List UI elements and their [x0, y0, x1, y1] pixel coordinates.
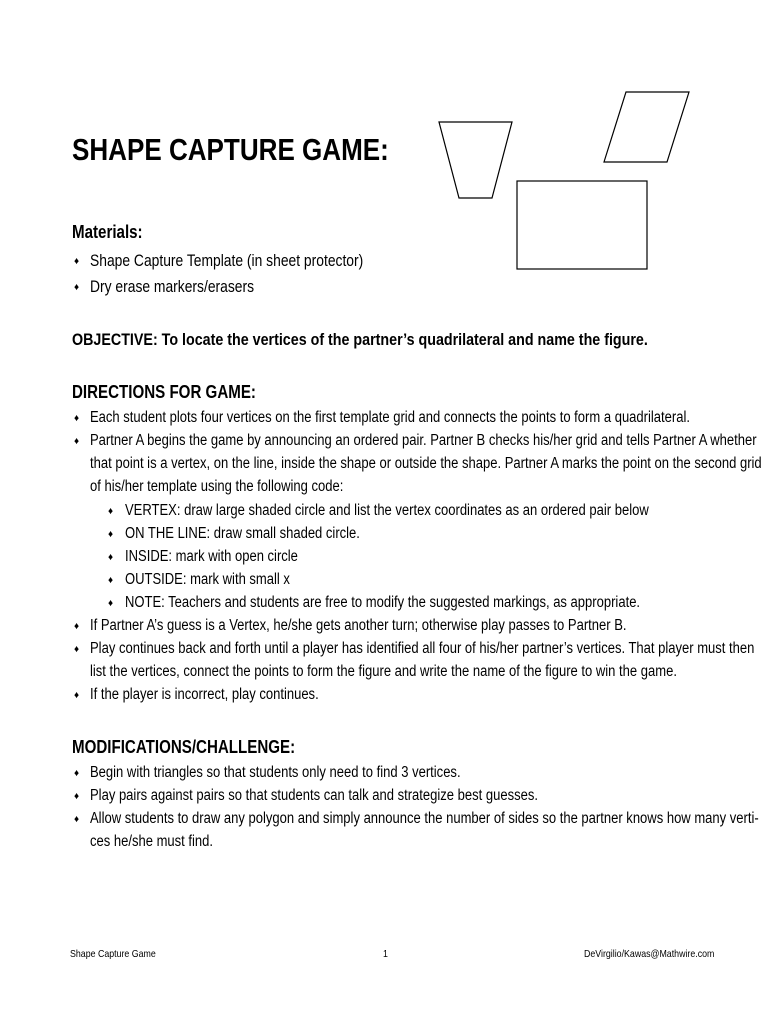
code-item-note: NOTE: Teachers and students are free to modify the suggested markings, as appropriate. — [125, 594, 641, 611]
bullet-icon: ♦ — [74, 768, 80, 779]
materials-heading: Materials: — [72, 222, 143, 242]
page-number: 1 — [383, 948, 388, 960]
directions-item-continued: that point is a vertex, on the line, inside the shape or outside the shape. Partner A marks the point on the second grid — [90, 455, 762, 472]
directions-item-continued: of his/her template using the following code: — [90, 478, 344, 495]
code-item-vertex: VERTEX: draw large shaded circle and list the vertex coordinates as an ordered pair below — [125, 502, 649, 519]
trapezoid-shape — [439, 122, 512, 198]
bullet-icon: ♦ — [74, 413, 80, 424]
bullet-icon: ♦ — [74, 282, 80, 293]
footer-left: Shape Capture Game — [70, 948, 156, 960]
objective-text: OBJECTIVE: To locate the vertices of the partner’s quadrilateral and name the figure. — [72, 330, 648, 349]
code-item-inside: INSIDE: mark with open circle — [125, 548, 298, 565]
bullet-icon: ♦ — [108, 598, 114, 609]
directions-heading: DIRECTIONS FOR GAME: — [72, 382, 256, 402]
directions-item: If Partner A’s guess is a Vertex, he/she gets another turn; otherwise play passes to Partner B. — [90, 617, 627, 634]
modifications-item: Allow students to draw any polygon and simply announce the number of sides so the partner knows how many verti- — [90, 810, 759, 827]
rectangle-shape — [517, 181, 647, 269]
materials-item: Shape Capture Template (in sheet protector) — [90, 252, 364, 270]
code-item-outside: OUTSIDE: mark with small x — [125, 571, 290, 588]
bullet-icon: ♦ — [74, 436, 80, 447]
directions-item: If the player is incorrect, play continues. — [90, 686, 319, 703]
bullet-icon: ♦ — [108, 575, 114, 586]
bullet-icon: ♦ — [74, 256, 80, 267]
bullet-icon: ♦ — [108, 506, 114, 517]
materials-item: Dry erase markers/erasers — [90, 278, 255, 296]
modifications-item-continued: ces he/she must find. — [90, 833, 214, 850]
bullet-icon: ♦ — [74, 814, 80, 825]
directions-item: Each student plots four vertices on the first template grid and connects the points to form a quadrilateral. — [90, 409, 690, 426]
code-item-on-line: ON THE LINE: draw small shaded circle. — [125, 525, 360, 542]
bullet-icon: ♦ — [108, 552, 114, 563]
modifications-heading: MODIFICATIONS/CHALLENGE: — [72, 737, 296, 757]
modifications-item: Begin with triangles so that students only need to find 3 vertices. — [90, 764, 461, 781]
bullet-icon: ♦ — [108, 529, 114, 540]
directions-item-continued: list the vertices, connect the points to form the figure and write the name of the figure to win the game. — [90, 663, 677, 680]
bullet-icon: ♦ — [74, 644, 80, 655]
directions-item: Play continues back and forth until a player has identified all four of his/her partner’s vertices. That player must then — [90, 640, 755, 657]
bullet-icon: ♦ — [74, 791, 80, 802]
directions-item: Partner A begins the game by announcing an ordered pair. Partner B checks his/her grid and tells Partner A whether — [90, 432, 757, 449]
page-title: SHAPE CAPTURE GAME: — [72, 132, 389, 167]
bullet-icon: ♦ — [74, 690, 80, 701]
footer-right: DeVirgilio/Kawas@Mathwire.com — [584, 948, 715, 960]
bullet-icon: ♦ — [74, 621, 80, 632]
parallelogram-shape — [604, 92, 689, 162]
modifications-item: Play pairs against pairs so that students can talk and strategize best guesses. — [90, 787, 538, 804]
